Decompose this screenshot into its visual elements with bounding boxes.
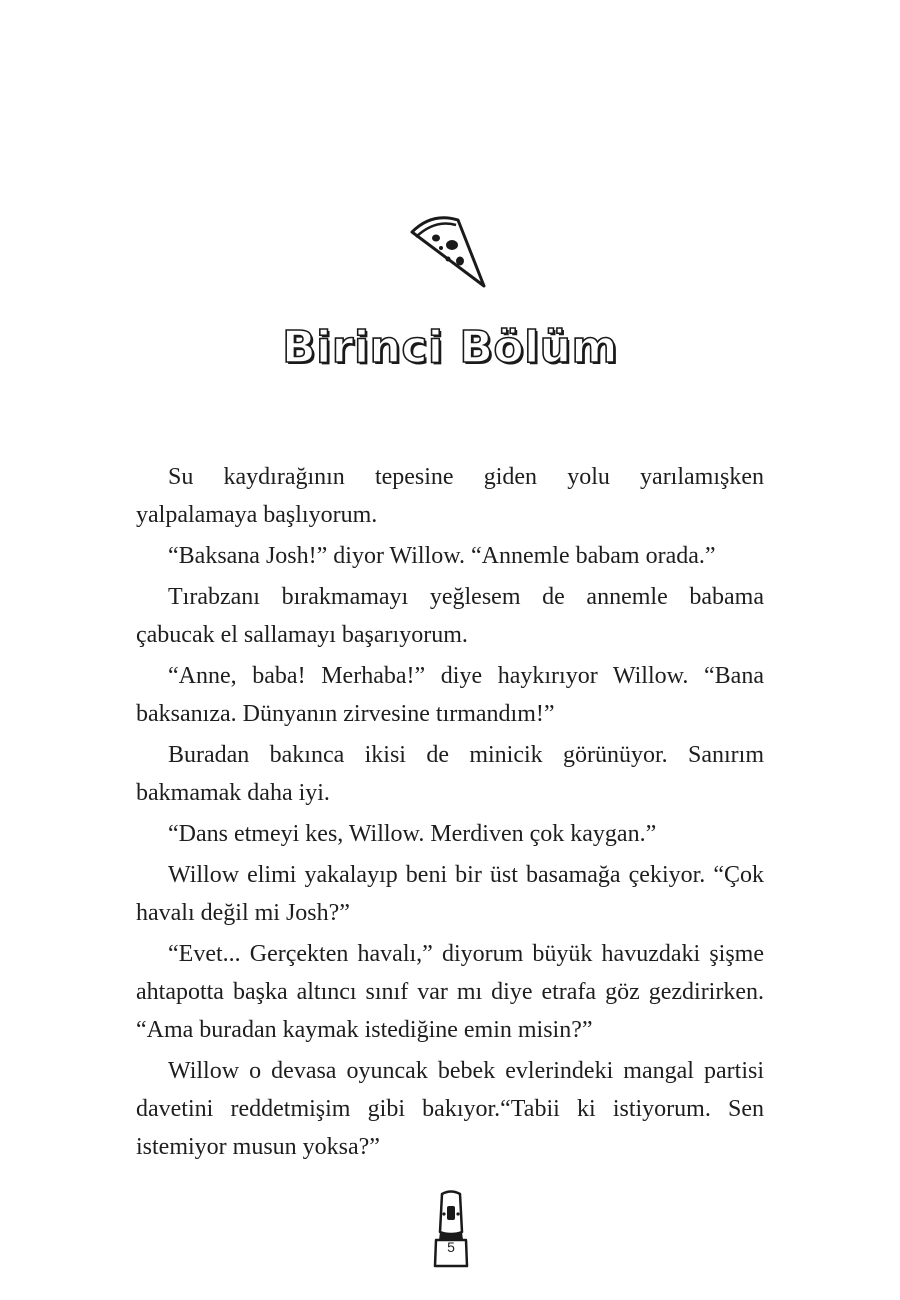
paragraph: “Anne, baba! Merhaba!” diye haykırıyor Willow. “Bana baksanıza. Dünyanın zirvesine tırmandım!” bbox=[136, 663, 764, 727]
chapter-body bbox=[136, 458, 764, 1169]
paragraph: Su kaydırağının tepesine giden yolu yarılamışken yalpalamaya başlıyorum. bbox=[136, 464, 764, 528]
paragraph: Willow o devasa oyuncak bebek evlerindeki mangal partisi davetini reddetmişim gibi bakıyor.“Tabii ki istiyorum. Sen istemiyor musun yoksa?” bbox=[136, 1058, 764, 1160]
paragraph: Willow elimi yakalayıp beni bir üst basamağa çekiyor. “Çok havalı değil mi Josh?” bbox=[136, 862, 764, 926]
paragraph: Tırabzanı bırakmamayı yeğlesem de annemle babama çabucak el sallamayı başarıyorum. bbox=[136, 584, 764, 648]
paragraph: “Baksana Josh!” diyor Willow. “Annemle babam orada.” bbox=[168, 543, 716, 569]
paragraph: Buradan bakınca ikisi de minicik görünüyor. Sanırım bakmamak daha iyi. bbox=[136, 742, 764, 806]
paragraph: “Dans etmeyi kes, Willow. Merdiven çok kaygan.” bbox=[168, 821, 657, 847]
chapter-title: Birinci Bölüm bbox=[282, 322, 618, 373]
pizza-slice-icon bbox=[408, 210, 488, 290]
page-number: 5 bbox=[447, 1239, 455, 1255]
blender-icon bbox=[430, 1188, 472, 1270]
paragraph: “Evet... Gerçekten havalı,” diyorum büyük havuzdaki şişme ahtapotta başka altıncı sınıf var mı diye etrafa göz gezdirirken. “Ama buradan kaymak istediğine emin misin?” bbox=[136, 941, 764, 1043]
